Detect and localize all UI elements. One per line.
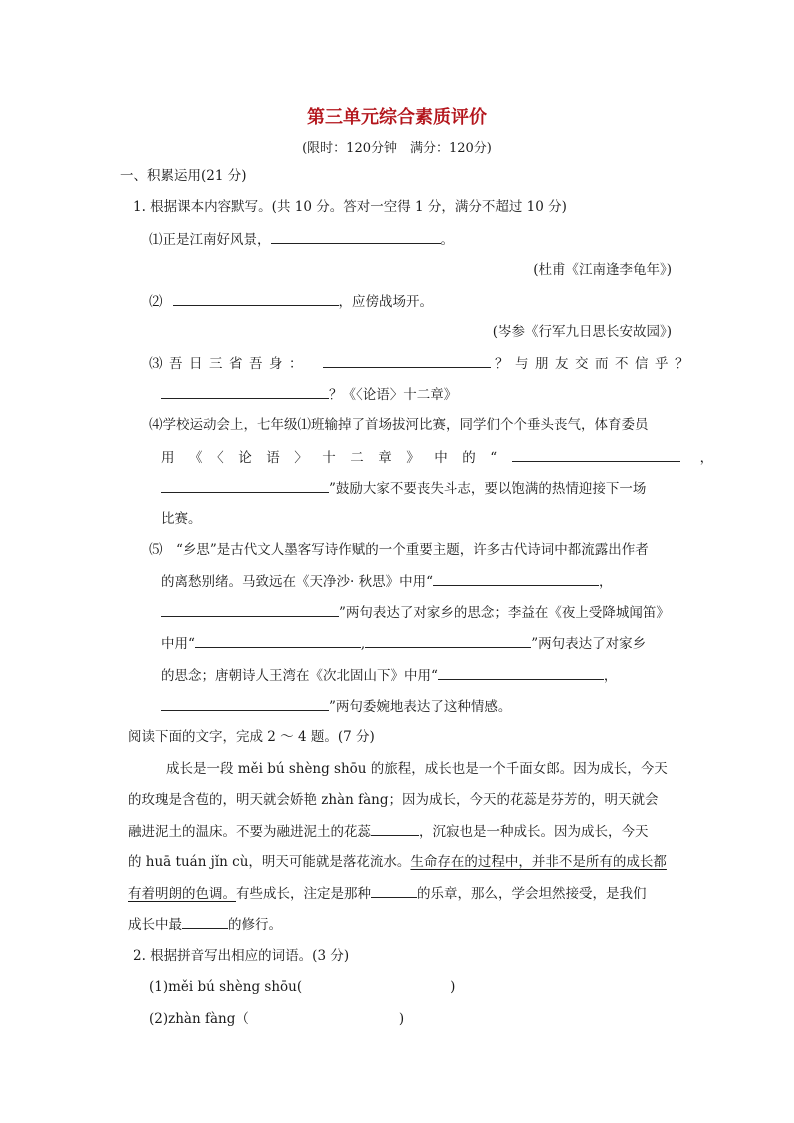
answer-blank[interactable] [433,571,599,586]
q1-5-comma3: ， [603,668,618,684]
page-subtitle: (限时：120分钟 满分：120分) [302,141,492,156]
answer-blank[interactable] [161,478,329,493]
reading-line-6 [128,914,282,935]
q1-3-text: ⑶吾日三省吾身： [149,356,309,372]
q1-item-5-line5 [161,665,617,686]
answer-blank[interactable] [512,447,680,462]
q1-1-source: (杜甫《江南逢李龟年》) [533,262,672,278]
q2-1-text: (1)měi bú shèng shōu( [149,979,303,995]
reading-line-3 [128,821,649,842]
question-1-heading: 1. 根据课本内容默写。(共 10 分。答对一空得 1 分，满分不超过 10 分) [133,199,567,215]
answer-blank[interactable] [161,602,339,617]
reading-text: 成长中最 [128,917,182,933]
q1-5-text6: ”两句委婉地表达了这种情感。 [329,699,512,715]
reading-text: 融进泥土的温床。不要为融进泥土的花蕊 [128,824,371,840]
q1-item-3-line2 [161,384,457,405]
q1-2-text: ，应傍战场开。 [338,294,433,310]
q1-1-end: 。 [440,232,454,248]
q1-5-comma: ， [598,574,613,590]
q1-5-text4: ”两句表达了对家乡 [531,636,647,652]
question-2-heading: 2. 根据拼音写出相应的词语。(3 分) [133,948,350,964]
q1-item-5-line4 [161,633,646,654]
q1-4-rest: ”鼓励大家不要丧失斗志，要以饱满的热情迎接下一场 [329,481,647,497]
reading-line-4 [128,852,667,872]
answer-blank[interactable] [323,353,491,368]
q1-item-2 [149,291,433,312]
q1-5-line1: ⑸ “乡思”是古代文人墨客写诗作赋的一个重要主题，许多古代诗词中都流露出作者 [149,542,649,558]
q1-3-mid: ？与朋友交而不信乎？ [495,356,695,372]
q1-item-3 [149,353,695,374]
q1-2-source: (岑参《行军九日思长安故园》) [492,324,672,340]
q2-2-text: (2)zhàn fàng（ [149,1011,249,1027]
q1-4-comma: ， [699,450,714,466]
q1-item-4-line2 [161,447,713,468]
reading-line-1: 成长是一段 měi bú shèng shōu 的旅程，成长也是一个千面女郎。因为成长，今天 [166,761,668,777]
answer-blank[interactable] [438,665,604,680]
q1-4-line1: ⑷学校运动会上，七年级⑴班输掉了首场拔河比赛，同学们个个垂头丧气，体育委员 [149,417,649,433]
reading-text: ，沉寂也是一种成长。因为成长，今天 [419,824,649,840]
q1-item-1 [149,229,454,250]
page-title: 第三单元综合素质评价 [307,107,487,128]
answer-blank[interactable] [371,821,419,836]
q1-5-comma2: , [360,636,366,652]
q2-item-1 [149,977,455,997]
q1-5-text: 的离愁别绪。马致远在《天净沙· 秋思》中用“ [161,574,433,590]
reading-text: 的 huā tuán jǐn cù，明天可能就是落花流水。 [128,854,411,870]
reading-line-5 [128,883,647,904]
q1-3-end: ？《〈论语〉十二章》 [329,387,458,403]
q1-4-text: 用《〈论语〉十二章》中的“ [161,450,512,466]
answer-blank[interactable] [161,696,329,711]
answer-blank[interactable] [371,883,417,898]
reading-line-2: 的玫瑰是含苞的，明天就会娇艳 zhàn fàng；因为成长，今天的花蕊是芬芳的，明天就会 [128,792,659,808]
q1-5-text5: 的思念；唐朝诗人王湾在《次北固山下》中用“ [161,668,438,684]
answer-blank[interactable] [365,633,531,648]
answer-blank[interactable] [173,291,339,306]
q2-item-2 [149,1009,404,1029]
answer-blank[interactable] [271,229,441,244]
q1-1-text: ⑴正是江南好风景， [149,232,271,248]
answer-blank[interactable] [182,914,228,929]
reading-text: 的乐章，那么，学会坦然接受，是我们 [417,886,647,902]
reading-intro: 阅读下面的文字，完成 2 ～ 4 题。(7 分) [128,729,375,745]
q1-2-num: ⑵ [149,294,163,310]
reading-text: 有些成长，注定是那种 [236,886,371,902]
underlined-sentence: 有着明朗的色调。 [128,886,236,902]
section-heading: 一、积累运用(21 分) [120,168,247,184]
q1-5-text2: ”两句表达了对家乡的思念；李益在《夜上受降城闻笛》 [339,605,670,621]
answer-blank[interactable] [195,633,361,648]
q2-2-end: ) [398,1011,405,1027]
reading-text: 的修行。 [228,917,282,933]
answer-blank[interactable] [161,384,329,399]
q1-4-line4: 比赛。 [161,511,202,527]
underlined-sentence: 生命存在的过程中，并非不是所有的成长都 [410,854,667,870]
q1-5-text3: 中用“ [161,636,195,652]
q1-item-5-line6 [161,696,511,717]
q1-item-4-line3 [161,478,646,499]
q1-item-5-line2 [161,571,612,592]
q2-1-end: ) [450,979,456,995]
q1-item-5-line3 [161,602,670,623]
